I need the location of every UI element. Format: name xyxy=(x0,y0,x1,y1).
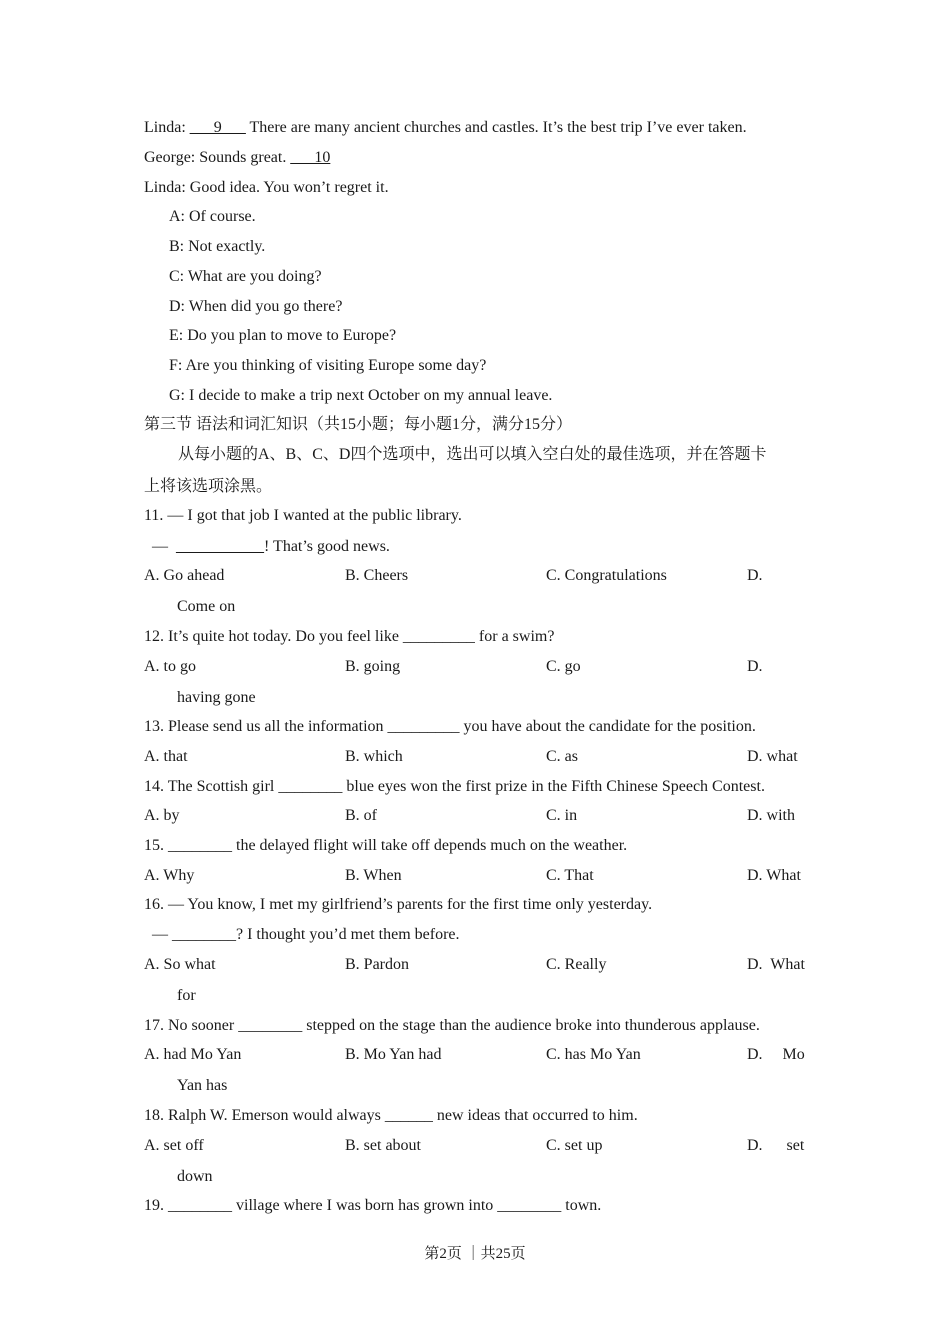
question-11-stem: 11. — I got that job I wanted at the public library. xyxy=(144,507,462,524)
q16-option-d-wrap: for xyxy=(177,987,196,1004)
question-16-stem: 16. — You know, I met my girlfriend’s parents for the first time only yesterday. xyxy=(144,896,653,913)
q12-option-b: B. going xyxy=(345,658,401,675)
q17-option-c: C. has Mo Yan xyxy=(546,1046,641,1063)
q18-option-a: A. set off xyxy=(144,1137,204,1154)
q11-option-a: A. Go ahead xyxy=(144,567,225,584)
dialogue-line-george xyxy=(144,148,330,168)
dash: — xyxy=(144,538,176,555)
question-16-response: — ________? I thought you’d met them before. xyxy=(144,926,460,943)
q13-option-a: A. that xyxy=(144,748,188,765)
dialogue-option-d: D: When did you go there? xyxy=(169,298,343,315)
q13-option-b: B. which xyxy=(345,748,403,765)
q18-option-d: D. set xyxy=(747,1137,805,1154)
section-instruction-1: 从每小题的A、B、C、D四个选项中，选出可以填入空白处的最佳选项，并在答题卡 xyxy=(178,446,767,463)
question-12-stem: 12. It’s quite hot today. Do you feel like _________ for a swim? xyxy=(144,628,555,645)
dialogue-option-a: A: Of course. xyxy=(169,208,256,225)
q12-option-d-wrap: having gone xyxy=(177,689,256,706)
q15-option-d: D. What xyxy=(747,867,801,884)
q15-option-b: B. When xyxy=(345,867,402,884)
q16-option-a: A. So what xyxy=(144,956,216,973)
q18-option-c: C. set up xyxy=(546,1137,603,1154)
question-11-response xyxy=(144,537,390,557)
q17-option-b: B. Mo Yan had xyxy=(345,1046,442,1063)
dialogue-option-f: F: Are you thinking of visiting Europe some day? xyxy=(169,357,487,374)
q11-option-c: C. Congratulations xyxy=(546,567,667,584)
q16-option-c: C. Really xyxy=(546,956,607,973)
blank-9: ___9___ xyxy=(189,119,246,136)
speaker-text: George: Sounds great. xyxy=(144,149,291,166)
question-15-stem: 15. ________ the delayed flight will take off depends much on the weather. xyxy=(144,837,628,854)
q13-option-d: D. what xyxy=(747,748,798,765)
q17-option-d-wrap: Yan has xyxy=(177,1077,228,1094)
q11-option-b: B. Cheers xyxy=(345,567,409,584)
dialogue-line-linda-1 xyxy=(144,118,747,138)
q12-option-a: A. to go xyxy=(144,658,196,675)
section-instruction-2: 上将该选项涂黑。 xyxy=(144,478,273,495)
response-text: ! That’s good news. xyxy=(264,538,390,555)
blank-10: ___10 xyxy=(290,149,331,166)
q17-option-d: D. Mo xyxy=(747,1046,805,1063)
q14-option-c: C. in xyxy=(546,807,578,824)
question-14-stem: 14. The Scottish girl ________ blue eyes won the first prize in the Fifth Chinese Speech Contest. xyxy=(144,778,765,795)
question-19-stem: 19. ________ village where I was born has grown into ________ town. xyxy=(144,1197,602,1214)
q11-option-d-wrap: Come on xyxy=(177,598,236,615)
q13-option-c: C. as xyxy=(546,748,578,765)
section-heading: 第三节 语法和词汇知识（共15小题；每小题1分，满分15分） xyxy=(144,416,573,433)
speaker: Linda: xyxy=(144,119,190,136)
page-footer: 第2页 ｜共25页 xyxy=(424,1246,526,1262)
q11-option-d: D. xyxy=(747,567,763,584)
line-text: There are many ancient churches and castles. It’s the best trip I’ve ever taken. xyxy=(245,119,747,136)
dialogue-option-c: C: What are you doing? xyxy=(169,268,322,285)
dialogue-line-linda-2: Linda: Good idea. You won’t regret it. xyxy=(144,179,389,196)
q14-option-b: B. of xyxy=(345,807,377,824)
q18-option-d-wrap: down xyxy=(177,1168,213,1185)
question-18-stem: 18. Ralph W. Emerson would always ______ new ideas that occurred to him. xyxy=(144,1107,638,1124)
q15-option-c: C. That xyxy=(546,867,594,884)
dialogue-option-e: E: Do you plan to move to Europe? xyxy=(169,327,397,344)
q12-option-c: C. go xyxy=(546,658,581,675)
blank: ___________ xyxy=(176,538,264,555)
dialogue-option-b: B: Not exactly. xyxy=(169,238,266,255)
q14-option-d: D. with xyxy=(747,807,795,824)
q16-option-b: B. Pardon xyxy=(345,956,409,973)
dialogue-option-g: G: I decide to make a trip next October on my annual leave. xyxy=(169,387,553,404)
question-17-stem: 17. No sooner ________ stepped on the stage than the audience broke into thunderous applause. xyxy=(144,1017,760,1034)
q17-option-a: A. had Mo Yan xyxy=(144,1046,242,1063)
question-13-stem: 13. Please send us all the information _________ you have about the candidate for the position. xyxy=(144,718,756,735)
q15-option-a: A. Why xyxy=(144,867,195,884)
q18-option-b: B. set about xyxy=(345,1137,421,1154)
q16-option-d: D. What xyxy=(747,956,805,973)
q12-option-d: D. xyxy=(747,658,763,675)
q14-option-a: A. by xyxy=(144,807,180,824)
